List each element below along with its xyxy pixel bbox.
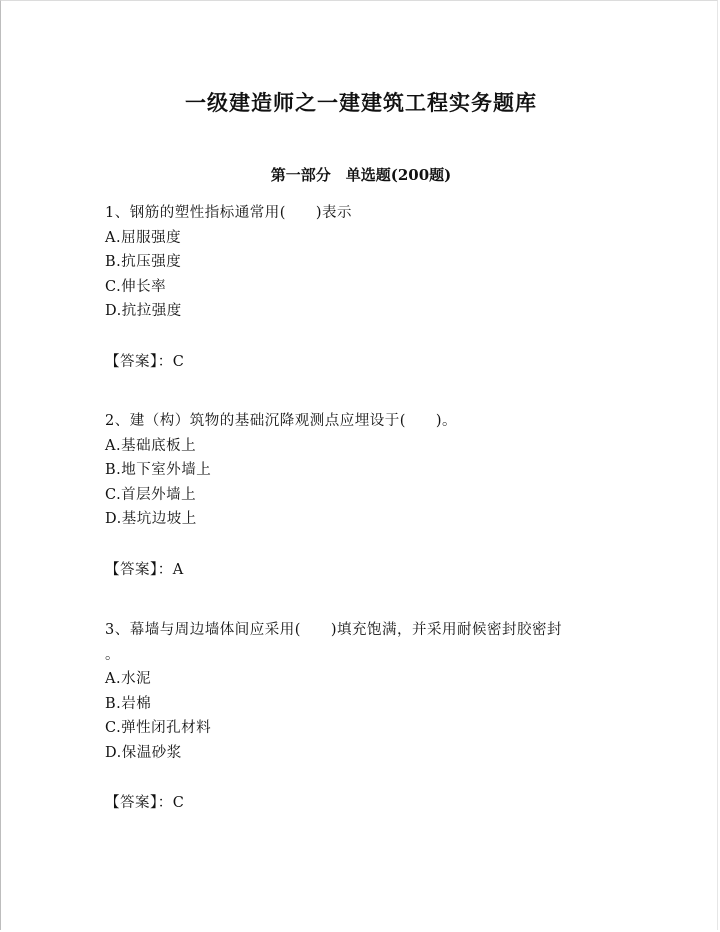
- option-d: D.抗拉强度: [105, 303, 182, 319]
- option-a: A.水泥: [105, 671, 152, 687]
- option-b: B.地下室外墙上: [105, 462, 212, 478]
- option-c: C.弹性闭孔材料: [105, 720, 212, 736]
- answer-3: 【答案】：C: [105, 795, 185, 811]
- question-stem: 3、幕墙与周边墙体间应采用( )填充饱满，并采用耐候密封胶密封: [105, 622, 563, 638]
- option-d: D.基坑边坡上: [105, 511, 197, 527]
- document-title: 一级建造师之一建建筑工程实务题库: [185, 90, 537, 115]
- option-c: C.伸长率: [105, 278, 167, 295]
- option-b: B.岩棉: [105, 695, 152, 712]
- option-d: D.保温砂浆: [105, 744, 182, 761]
- option-a: A.屈服强度: [105, 229, 182, 246]
- question-3: [105, 618, 665, 765]
- question-2: [105, 409, 665, 532]
- answer-2: 【答案】：A: [105, 562, 184, 578]
- option-a: A.基础底板上: [105, 437, 197, 454]
- question-stem: 2、建（构）筑物的基础沉降观测点应埋设于( )。: [105, 413, 458, 429]
- option-c: C.首层外墙上: [105, 486, 197, 503]
- question-stem-continuation: 。: [105, 646, 120, 663]
- option-b: B.抗压强度: [105, 254, 182, 270]
- question-stem: 1、钢筋的塑性指标通常用( )表示: [105, 205, 353, 221]
- answer-1: 【答案】：C: [105, 354, 185, 370]
- question-1: [105, 201, 665, 324]
- section-title: 第一部分 单选题(200题): [270, 166, 452, 184]
